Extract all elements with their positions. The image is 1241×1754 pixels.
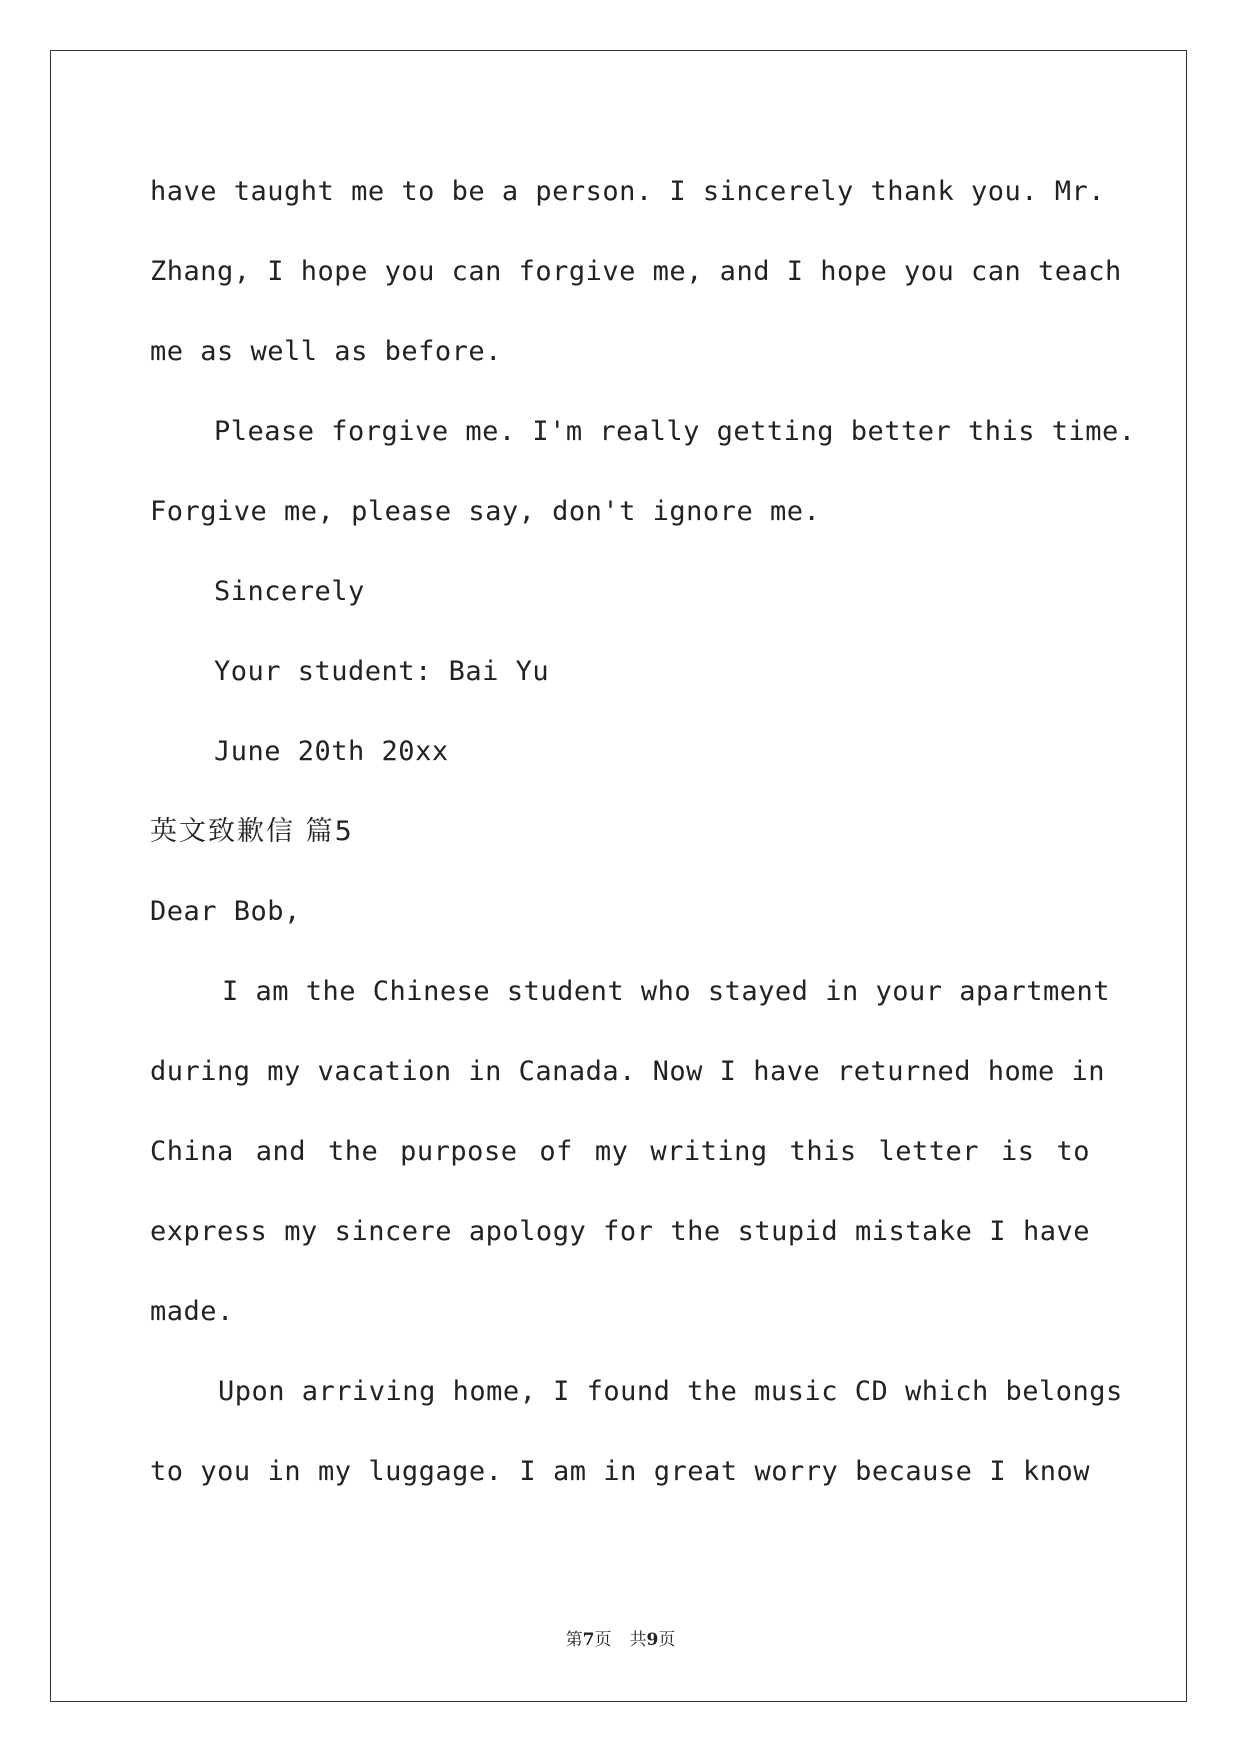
text-line: China and the purpose of my writing this letter is to xyxy=(150,1136,1090,1167)
salutation: Dear Bob, xyxy=(150,896,301,927)
signature-line: Your student: Bai Yu xyxy=(214,656,550,687)
current-page-number: 7 xyxy=(582,1630,595,1650)
text-line: Forgive me, please say, don't ignore me. xyxy=(150,496,821,527)
paragraph-first-line: Upon arriving home, I found the music CD which belongs xyxy=(218,1376,1123,1407)
footer-prefix: 第 xyxy=(565,1630,583,1650)
text-line: made. xyxy=(150,1296,234,1327)
closing-sincerely: Sincerely xyxy=(214,576,365,607)
section-heading: 英文致歉信 篇5 xyxy=(150,816,354,847)
footer-page-word: 页 xyxy=(594,1630,612,1650)
text-line: to you in my luggage. I am in great worry because I know xyxy=(150,1456,1090,1487)
footer-total-suffix: 页 xyxy=(658,1630,676,1650)
date-line: June 20th 20xx xyxy=(214,736,449,767)
text-line: express my sincere apology for the stupid mistake I have xyxy=(150,1216,1090,1247)
text-line: have taught me to be a person. I sincerely thank you. Mr. xyxy=(150,176,1106,207)
text-line: me as well as before. xyxy=(150,336,502,367)
page-footer xyxy=(0,1628,1241,1652)
total-pages-number: 9 xyxy=(646,1630,659,1650)
footer-total-prefix: 共 xyxy=(629,1630,647,1650)
text-line: Zhang, I hope you can forgive me, and I hope you can teach xyxy=(150,256,1122,287)
text-line: during my vacation in Canada. Now I have returned home in xyxy=(150,1056,1106,1087)
paragraph-first-line: Please forgive me. I'm really getting better this time. xyxy=(214,416,1136,447)
paragraph-first-line: I am the Chinese student who stayed in your apartment xyxy=(222,976,1111,1007)
